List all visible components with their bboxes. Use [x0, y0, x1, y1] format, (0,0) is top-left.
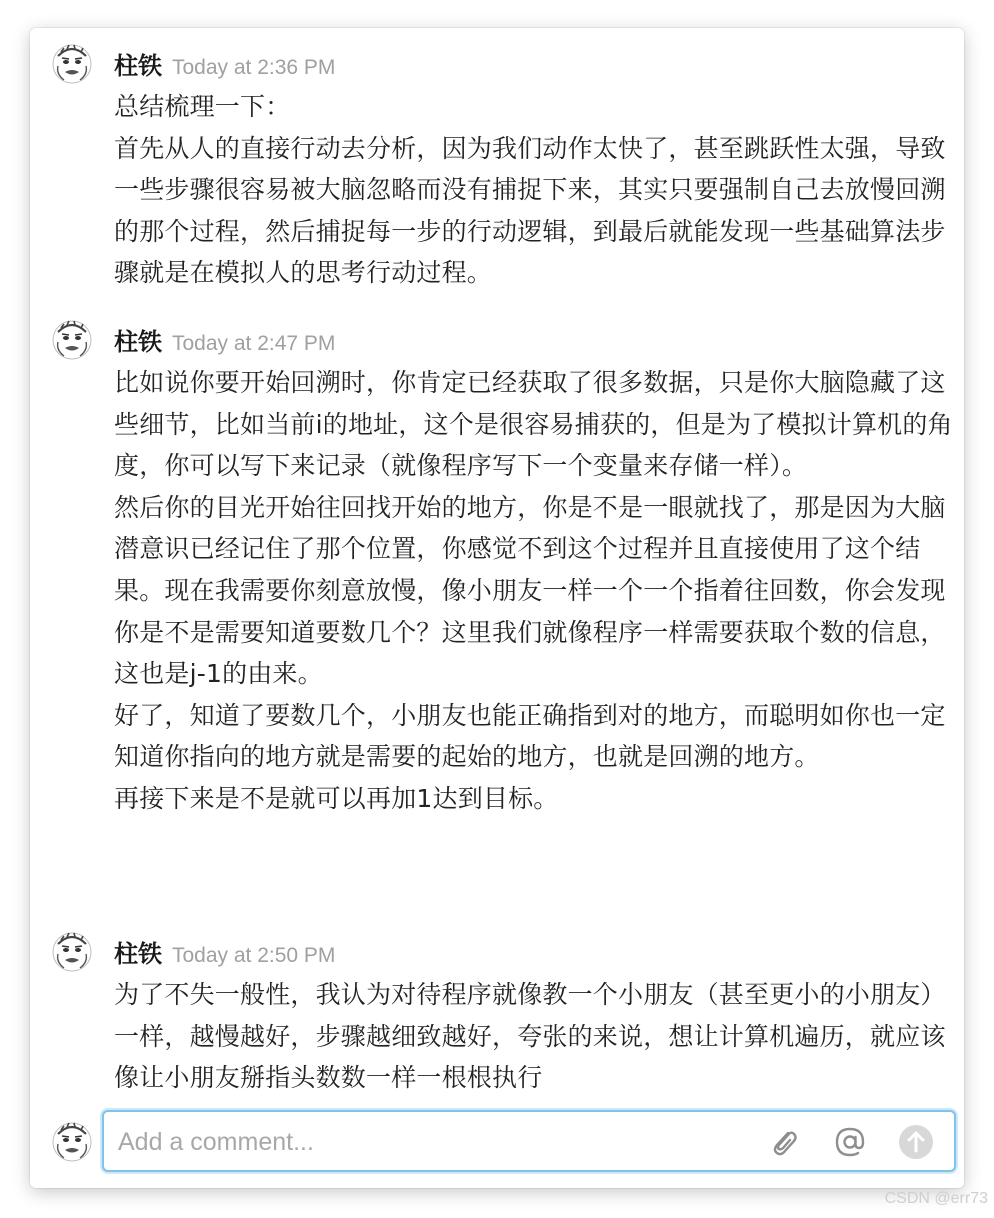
avatar-face-icon [52, 44, 92, 84]
message-body [114, 362, 960, 820]
avatar-face-icon [52, 1122, 92, 1162]
author-name[interactable]: 柱铁 [114, 52, 162, 80]
comment-box [102, 1110, 956, 1172]
message-paragraph: 好了，知道了要数几个，小朋友也能正确指到对的地方，而聪明如你也一定知道你指向的地方就是需要的起始的地方，也就是回溯的地方。 [114, 700, 946, 772]
message-header [114, 934, 335, 968]
comment-input[interactable] [116, 1120, 740, 1164]
message-paragraph: 比如说你要开始回溯时，你肯定已经获取了很多数据，只是你大脑隐藏了这些细节，比如当前i的地址，这个是很容易捕获的，但是为了模拟计算机的角度，你可以写下来记录（就像程序写下一个变量来存储一样）。 [114, 368, 953, 481]
current-user-avatar[interactable] [52, 1122, 92, 1162]
author-name[interactable]: 柱铁 [114, 940, 162, 968]
avatar-face-icon [52, 932, 92, 972]
avatar-face-icon [52, 320, 92, 360]
comment-thread-panel [30, 28, 964, 1188]
paperclip-icon[interactable] [766, 1124, 802, 1160]
message-body [114, 974, 960, 1099]
message-body [114, 86, 960, 294]
avatar[interactable] [52, 320, 92, 360]
send-arrow-icon[interactable] [898, 1124, 934, 1160]
message-paragraph: 总结梳理一下： [114, 92, 291, 121]
at-sign-icon[interactable] [832, 1124, 868, 1160]
message-timestamp[interactable]: Today at 2:36 PM [172, 56, 336, 79]
avatar[interactable] [52, 932, 92, 972]
author-name[interactable]: 柱铁 [114, 328, 162, 356]
message-paragraph: 为了不失一般性，我认为对待程序就像教一个小朋友（甚至更小的小朋友）一样，越慢越好，步骤越细致越好，夸张的来说，想让计算机遍历，就应该像让小朋友掰指头数数一样一根根执行 [114, 980, 946, 1093]
message-header [114, 322, 335, 356]
message-paragraph: 再接下来是不是就可以再加1达到目标。 [114, 783, 559, 813]
message-timestamp[interactable]: Today at 2:50 PM [172, 944, 336, 967]
message-paragraph: 然后你的目光开始往回找开始的地方，你是不是一眼就找了，那是因为大脑潜意识已经记住了那个位置，你感觉不到这个过程并且直接使用了这个结果。现在我需要你刻意放慢，像小朋友一样一个一个指着往回数，你会发现你是不是需要知道要数几个？这里我们就像程序一样需要获取个数的信息，这也是j-1的由来。 [114, 492, 946, 689]
avatar[interactable] [52, 44, 92, 84]
watermark: CSDN @err73 [884, 1190, 988, 1207]
message-header [114, 46, 335, 80]
message-paragraph: 首先从人的直接行动去分析，因为我们动作太快了，甚至跳跃性太强，导致一些步骤很容易被大脑忽略而没有捕捉下来，其实只要强制自己去放慢回溯的那个过程，然后捕捉每一步的行动逻辑，到最后就能发现一些基础算法步骤就是在模拟人的思考行动过程。 [114, 133, 946, 288]
message-timestamp[interactable]: Today at 2:47 PM [172, 332, 336, 355]
comment-composer [30, 1108, 964, 1178]
